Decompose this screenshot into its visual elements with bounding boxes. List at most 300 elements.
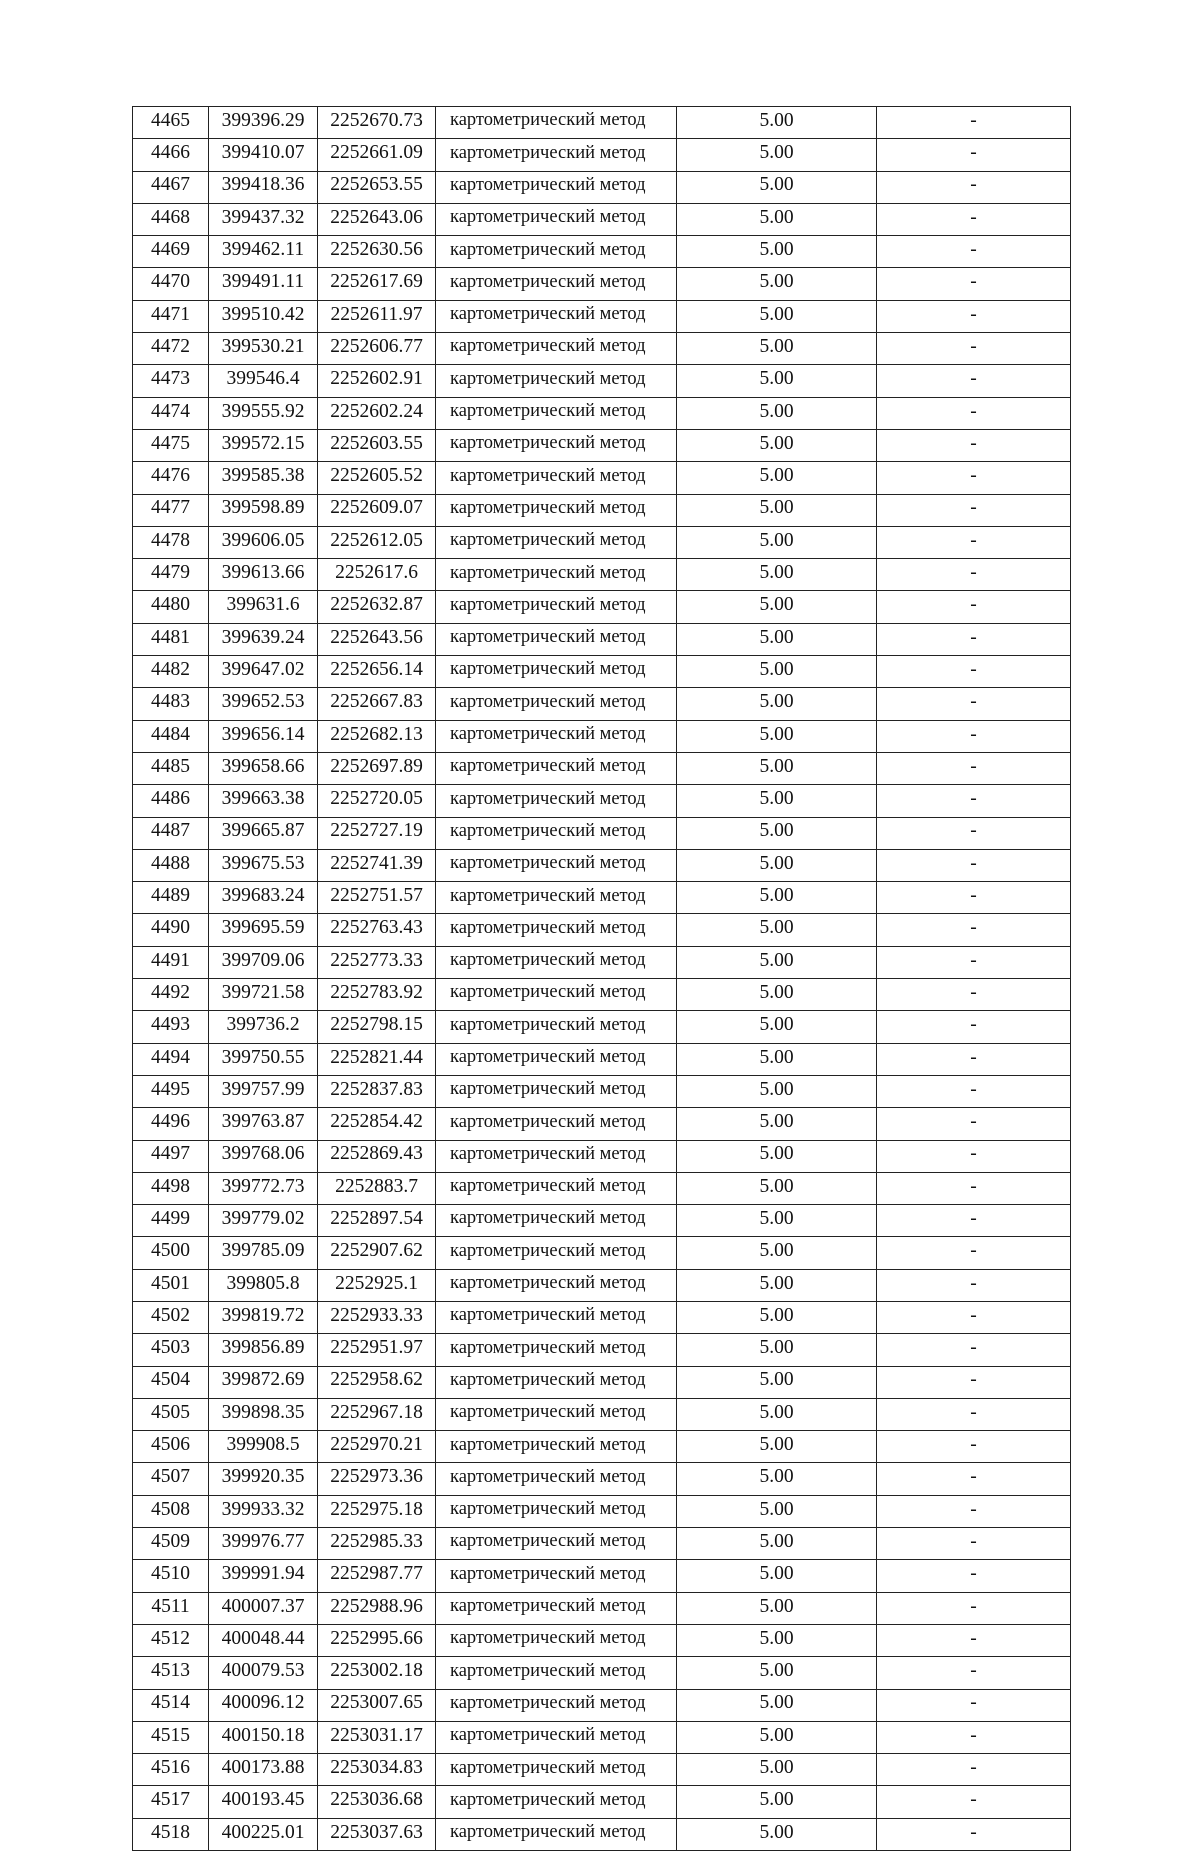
accuracy-cell: 5.00 bbox=[677, 559, 877, 591]
table-row bbox=[133, 559, 1071, 591]
method-cell: картометрический метод bbox=[436, 688, 677, 720]
point-number-cell: 4482 bbox=[133, 656, 209, 688]
method-cell: картометрический метод bbox=[436, 1366, 677, 1398]
note-cell: - bbox=[877, 1657, 1071, 1689]
method-cell: картометрический метод bbox=[436, 1108, 677, 1140]
accuracy-cell: 5.00 bbox=[677, 946, 877, 978]
table-row bbox=[133, 720, 1071, 752]
y-coordinate-cell: 2252727.19 bbox=[318, 817, 436, 849]
y-coordinate-cell: 2252667.83 bbox=[318, 688, 436, 720]
x-coordinate-cell: 399598.89 bbox=[209, 494, 318, 526]
x-coordinate-cell: 399675.53 bbox=[209, 849, 318, 881]
y-coordinate-cell: 2252995.66 bbox=[318, 1624, 436, 1656]
x-coordinate-cell: 399768.06 bbox=[209, 1140, 318, 1172]
accuracy-cell: 5.00 bbox=[677, 365, 877, 397]
note-cell: - bbox=[877, 752, 1071, 784]
method-cell: картометрический метод bbox=[436, 1398, 677, 1430]
point-number-cell: 4469 bbox=[133, 236, 209, 268]
table-row bbox=[133, 1624, 1071, 1656]
accuracy-cell: 5.00 bbox=[677, 300, 877, 332]
accuracy-cell: 5.00 bbox=[677, 1721, 877, 1753]
table-row bbox=[133, 300, 1071, 332]
accuracy-cell: 5.00 bbox=[677, 236, 877, 268]
method-cell: картометрический метод bbox=[436, 236, 677, 268]
point-number-cell: 4510 bbox=[133, 1560, 209, 1592]
method-cell: картометрический метод bbox=[436, 494, 677, 526]
note-cell: - bbox=[877, 1495, 1071, 1527]
table-row bbox=[133, 1334, 1071, 1366]
note-cell: - bbox=[877, 1721, 1071, 1753]
y-coordinate-cell: 2252741.39 bbox=[318, 849, 436, 881]
point-number-cell: 4472 bbox=[133, 333, 209, 365]
y-coordinate-cell: 2252951.97 bbox=[318, 1334, 436, 1366]
accuracy-cell: 5.00 bbox=[677, 1657, 877, 1689]
x-coordinate-cell: 399652.53 bbox=[209, 688, 318, 720]
accuracy-cell: 5.00 bbox=[677, 720, 877, 752]
point-number-cell: 4503 bbox=[133, 1334, 209, 1366]
table-row bbox=[133, 397, 1071, 429]
method-cell: картометрический метод bbox=[436, 1011, 677, 1043]
note-cell: - bbox=[877, 656, 1071, 688]
table-row bbox=[133, 1269, 1071, 1301]
accuracy-cell: 5.00 bbox=[677, 1301, 877, 1333]
y-coordinate-cell: 2252763.43 bbox=[318, 914, 436, 946]
note-cell: - bbox=[877, 1528, 1071, 1560]
table-row bbox=[133, 1075, 1071, 1107]
y-coordinate-cell: 2252602.24 bbox=[318, 397, 436, 429]
point-number-cell: 4517 bbox=[133, 1786, 209, 1818]
point-number-cell: 4467 bbox=[133, 171, 209, 203]
method-cell: картометрический метод bbox=[436, 1334, 677, 1366]
accuracy-cell: 5.00 bbox=[677, 591, 877, 623]
table-row bbox=[133, 882, 1071, 914]
point-number-cell: 4513 bbox=[133, 1657, 209, 1689]
method-cell: картометрический метод bbox=[436, 1560, 677, 1592]
point-number-cell: 4470 bbox=[133, 268, 209, 300]
point-number-cell: 4499 bbox=[133, 1205, 209, 1237]
point-number-cell: 4498 bbox=[133, 1172, 209, 1204]
accuracy-cell: 5.00 bbox=[677, 1043, 877, 1075]
y-coordinate-cell: 2252617.69 bbox=[318, 268, 436, 300]
method-cell: картометрический метод bbox=[436, 139, 677, 171]
point-number-cell: 4466 bbox=[133, 139, 209, 171]
note-cell: - bbox=[877, 1560, 1071, 1592]
point-number-cell: 4471 bbox=[133, 300, 209, 332]
accuracy-cell: 5.00 bbox=[677, 1398, 877, 1430]
point-number-cell: 4487 bbox=[133, 817, 209, 849]
table-row bbox=[133, 785, 1071, 817]
method-cell: картометрический метод bbox=[436, 1786, 677, 1818]
note-cell: - bbox=[877, 1818, 1071, 1850]
table-row bbox=[133, 914, 1071, 946]
x-coordinate-cell: 399462.11 bbox=[209, 236, 318, 268]
point-number-cell: 4496 bbox=[133, 1108, 209, 1140]
point-number-cell: 4479 bbox=[133, 559, 209, 591]
note-cell: - bbox=[877, 559, 1071, 591]
y-coordinate-cell: 2252630.56 bbox=[318, 236, 436, 268]
x-coordinate-cell: 399920.35 bbox=[209, 1463, 318, 1495]
accuracy-cell: 5.00 bbox=[677, 1431, 877, 1463]
point-number-cell: 4506 bbox=[133, 1431, 209, 1463]
accuracy-cell: 5.00 bbox=[677, 139, 877, 171]
x-coordinate-cell: 399418.36 bbox=[209, 171, 318, 203]
y-coordinate-cell: 2252643.56 bbox=[318, 623, 436, 655]
x-coordinate-cell: 399437.32 bbox=[209, 203, 318, 235]
y-coordinate-cell: 2253031.17 bbox=[318, 1721, 436, 1753]
x-coordinate-cell: 399819.72 bbox=[209, 1301, 318, 1333]
point-number-cell: 4505 bbox=[133, 1398, 209, 1430]
note-cell: - bbox=[877, 107, 1071, 139]
point-number-cell: 4507 bbox=[133, 1463, 209, 1495]
y-coordinate-cell: 2253007.65 bbox=[318, 1689, 436, 1721]
note-cell: - bbox=[877, 1366, 1071, 1398]
accuracy-cell: 5.00 bbox=[677, 1560, 877, 1592]
y-coordinate-cell: 2252603.55 bbox=[318, 429, 436, 461]
note-cell: - bbox=[877, 462, 1071, 494]
point-number-cell: 4492 bbox=[133, 979, 209, 1011]
accuracy-cell: 5.00 bbox=[677, 1624, 877, 1656]
note-cell: - bbox=[877, 1269, 1071, 1301]
table-row bbox=[133, 365, 1071, 397]
x-coordinate-cell: 399709.06 bbox=[209, 946, 318, 978]
note-cell: - bbox=[877, 1011, 1071, 1043]
x-coordinate-cell: 399546.4 bbox=[209, 365, 318, 397]
method-cell: картометрический метод bbox=[436, 946, 677, 978]
table-row bbox=[133, 1528, 1071, 1560]
method-cell: картометрический метод bbox=[436, 1301, 677, 1333]
x-coordinate-cell: 399976.77 bbox=[209, 1528, 318, 1560]
method-cell: картометрический метод bbox=[436, 914, 677, 946]
note-cell: - bbox=[877, 1463, 1071, 1495]
method-cell: картометрический метод bbox=[436, 107, 677, 139]
table-row bbox=[133, 1495, 1071, 1527]
note-cell: - bbox=[877, 1043, 1071, 1075]
y-coordinate-cell: 2252985.33 bbox=[318, 1528, 436, 1560]
table-row bbox=[133, 236, 1071, 268]
accuracy-cell: 5.00 bbox=[677, 1592, 877, 1624]
accuracy-cell: 5.00 bbox=[677, 1205, 877, 1237]
y-coordinate-cell: 2252837.83 bbox=[318, 1075, 436, 1107]
method-cell: картометрический метод bbox=[436, 1237, 677, 1269]
table-row bbox=[133, 1205, 1071, 1237]
point-number-cell: 4512 bbox=[133, 1624, 209, 1656]
y-coordinate-cell: 2252682.13 bbox=[318, 720, 436, 752]
y-coordinate-cell: 2252643.06 bbox=[318, 203, 436, 235]
method-cell: картометрический метод bbox=[436, 1624, 677, 1656]
method-cell: картометрический метод bbox=[436, 526, 677, 558]
table-row bbox=[133, 429, 1071, 461]
point-number-cell: 4481 bbox=[133, 623, 209, 655]
accuracy-cell: 5.00 bbox=[677, 203, 877, 235]
point-number-cell: 4474 bbox=[133, 397, 209, 429]
x-coordinate-cell: 399396.29 bbox=[209, 107, 318, 139]
y-coordinate-cell: 2252854.42 bbox=[318, 1108, 436, 1140]
note-cell: - bbox=[877, 429, 1071, 461]
note-cell: - bbox=[877, 1334, 1071, 1366]
table-row bbox=[133, 1786, 1071, 1818]
accuracy-cell: 5.00 bbox=[677, 1818, 877, 1850]
method-cell: картометрический метод bbox=[436, 1172, 677, 1204]
method-cell: картометрический метод bbox=[436, 979, 677, 1011]
table-row bbox=[133, 333, 1071, 365]
x-coordinate-cell: 399639.24 bbox=[209, 623, 318, 655]
x-coordinate-cell: 400048.44 bbox=[209, 1624, 318, 1656]
table-row bbox=[133, 1108, 1071, 1140]
table-row bbox=[133, 1172, 1071, 1204]
method-cell: картометрический метод bbox=[436, 1495, 677, 1527]
note-cell: - bbox=[877, 979, 1071, 1011]
accuracy-cell: 5.00 bbox=[677, 526, 877, 558]
x-coordinate-cell: 399410.07 bbox=[209, 139, 318, 171]
accuracy-cell: 5.00 bbox=[677, 979, 877, 1011]
accuracy-cell: 5.00 bbox=[677, 429, 877, 461]
x-coordinate-cell: 399856.89 bbox=[209, 1334, 318, 1366]
table-row bbox=[133, 656, 1071, 688]
table-row bbox=[133, 1301, 1071, 1333]
method-cell: картометрический метод bbox=[436, 203, 677, 235]
x-coordinate-cell: 399585.38 bbox=[209, 462, 318, 494]
method-cell: картометрический метод bbox=[436, 171, 677, 203]
point-number-cell: 4483 bbox=[133, 688, 209, 720]
accuracy-cell: 5.00 bbox=[677, 752, 877, 784]
point-number-cell: 4504 bbox=[133, 1366, 209, 1398]
point-number-cell: 4475 bbox=[133, 429, 209, 461]
accuracy-cell: 5.00 bbox=[677, 268, 877, 300]
x-coordinate-cell: 399665.87 bbox=[209, 817, 318, 849]
accuracy-cell: 5.00 bbox=[677, 1075, 877, 1107]
note-cell: - bbox=[877, 946, 1071, 978]
method-cell: картометрический метод bbox=[436, 1205, 677, 1237]
table-row bbox=[133, 268, 1071, 300]
y-coordinate-cell: 2252798.15 bbox=[318, 1011, 436, 1043]
note-cell: - bbox=[877, 236, 1071, 268]
table-row bbox=[133, 979, 1071, 1011]
point-number-cell: 4480 bbox=[133, 591, 209, 623]
method-cell: картометрический метод bbox=[436, 1463, 677, 1495]
note-cell: - bbox=[877, 397, 1071, 429]
note-cell: - bbox=[877, 494, 1071, 526]
y-coordinate-cell: 2252697.89 bbox=[318, 752, 436, 784]
y-coordinate-cell: 2253036.68 bbox=[318, 1786, 436, 1818]
note-cell: - bbox=[877, 526, 1071, 558]
point-number-cell: 4515 bbox=[133, 1721, 209, 1753]
table-row bbox=[133, 946, 1071, 978]
x-coordinate-cell: 399656.14 bbox=[209, 720, 318, 752]
y-coordinate-cell: 2252987.77 bbox=[318, 1560, 436, 1592]
accuracy-cell: 5.00 bbox=[677, 1269, 877, 1301]
method-cell: картометрический метод bbox=[436, 1528, 677, 1560]
x-coordinate-cell: 399772.73 bbox=[209, 1172, 318, 1204]
x-coordinate-cell: 399908.5 bbox=[209, 1431, 318, 1463]
method-cell: картометрический метод bbox=[436, 1657, 677, 1689]
note-cell: - bbox=[877, 203, 1071, 235]
note-cell: - bbox=[877, 1237, 1071, 1269]
table-row bbox=[133, 1140, 1071, 1172]
accuracy-cell: 5.00 bbox=[677, 1172, 877, 1204]
note-cell: - bbox=[877, 1398, 1071, 1430]
point-number-cell: 4478 bbox=[133, 526, 209, 558]
point-number-cell: 4516 bbox=[133, 1754, 209, 1786]
point-number-cell: 4493 bbox=[133, 1011, 209, 1043]
y-coordinate-cell: 2252975.18 bbox=[318, 1495, 436, 1527]
point-number-cell: 4497 bbox=[133, 1140, 209, 1172]
point-number-cell: 4491 bbox=[133, 946, 209, 978]
accuracy-cell: 5.00 bbox=[677, 849, 877, 881]
note-cell: - bbox=[877, 1205, 1071, 1237]
table-row bbox=[133, 1657, 1071, 1689]
point-number-cell: 4500 bbox=[133, 1237, 209, 1269]
accuracy-cell: 5.00 bbox=[677, 817, 877, 849]
y-coordinate-cell: 2252970.21 bbox=[318, 1431, 436, 1463]
x-coordinate-cell: 399763.87 bbox=[209, 1108, 318, 1140]
accuracy-cell: 5.00 bbox=[677, 1495, 877, 1527]
y-coordinate-cell: 2252611.97 bbox=[318, 300, 436, 332]
note-cell: - bbox=[877, 688, 1071, 720]
accuracy-cell: 5.00 bbox=[677, 1237, 877, 1269]
point-number-cell: 4468 bbox=[133, 203, 209, 235]
point-number-cell: 4476 bbox=[133, 462, 209, 494]
y-coordinate-cell: 2252605.52 bbox=[318, 462, 436, 494]
accuracy-cell: 5.00 bbox=[677, 1011, 877, 1043]
y-coordinate-cell: 2252973.36 bbox=[318, 1463, 436, 1495]
method-cell: картометрический метод bbox=[436, 1140, 677, 1172]
x-coordinate-cell: 399933.32 bbox=[209, 1495, 318, 1527]
note-cell: - bbox=[877, 882, 1071, 914]
method-cell: картометрический метод bbox=[436, 1592, 677, 1624]
point-number-cell: 4511 bbox=[133, 1592, 209, 1624]
method-cell: картометрический метод bbox=[436, 720, 677, 752]
method-cell: картометрический метод bbox=[436, 1043, 677, 1075]
y-coordinate-cell: 2252933.33 bbox=[318, 1301, 436, 1333]
note-cell: - bbox=[877, 333, 1071, 365]
y-coordinate-cell: 2252751.57 bbox=[318, 882, 436, 914]
accuracy-cell: 5.00 bbox=[677, 1754, 877, 1786]
note-cell: - bbox=[877, 1301, 1071, 1333]
point-number-cell: 4486 bbox=[133, 785, 209, 817]
note-cell: - bbox=[877, 171, 1071, 203]
table-row bbox=[133, 494, 1071, 526]
coordinates-table bbox=[132, 106, 1071, 1851]
x-coordinate-cell: 399750.55 bbox=[209, 1043, 318, 1075]
accuracy-cell: 5.00 bbox=[677, 333, 877, 365]
accuracy-cell: 5.00 bbox=[677, 1689, 877, 1721]
note-cell: - bbox=[877, 623, 1071, 655]
method-cell: картометрический метод bbox=[436, 1075, 677, 1107]
accuracy-cell: 5.00 bbox=[677, 656, 877, 688]
y-coordinate-cell: 2252958.62 bbox=[318, 1366, 436, 1398]
y-coordinate-cell: 2252821.44 bbox=[318, 1043, 436, 1075]
y-coordinate-cell: 2252869.43 bbox=[318, 1140, 436, 1172]
accuracy-cell: 5.00 bbox=[677, 494, 877, 526]
note-cell: - bbox=[877, 1172, 1071, 1204]
note-cell: - bbox=[877, 1431, 1071, 1463]
table-row bbox=[133, 203, 1071, 235]
method-cell: картометрический метод bbox=[436, 300, 677, 332]
method-cell: картометрический метод bbox=[436, 752, 677, 784]
x-coordinate-cell: 399572.15 bbox=[209, 429, 318, 461]
accuracy-cell: 5.00 bbox=[677, 1463, 877, 1495]
accuracy-cell: 5.00 bbox=[677, 1140, 877, 1172]
accuracy-cell: 5.00 bbox=[677, 1366, 877, 1398]
x-coordinate-cell: 399721.58 bbox=[209, 979, 318, 1011]
method-cell: картометрический метод bbox=[436, 1689, 677, 1721]
table-row bbox=[133, 849, 1071, 881]
x-coordinate-cell: 400079.53 bbox=[209, 1657, 318, 1689]
table-row bbox=[133, 462, 1071, 494]
x-coordinate-cell: 400225.01 bbox=[209, 1818, 318, 1850]
table-row bbox=[133, 752, 1071, 784]
x-coordinate-cell: 399606.05 bbox=[209, 526, 318, 558]
y-coordinate-cell: 2252661.09 bbox=[318, 139, 436, 171]
x-coordinate-cell: 400150.18 bbox=[209, 1721, 318, 1753]
note-cell: - bbox=[877, 1592, 1071, 1624]
note-cell: - bbox=[877, 785, 1071, 817]
method-cell: картометрический метод bbox=[436, 1754, 677, 1786]
y-coordinate-cell: 2252602.91 bbox=[318, 365, 436, 397]
method-cell: картометрический метод bbox=[436, 591, 677, 623]
table-row bbox=[133, 1721, 1071, 1753]
x-coordinate-cell: 399631.6 bbox=[209, 591, 318, 623]
y-coordinate-cell: 2252897.54 bbox=[318, 1205, 436, 1237]
y-coordinate-cell: 2253034.83 bbox=[318, 1754, 436, 1786]
x-coordinate-cell: 399736.2 bbox=[209, 1011, 318, 1043]
x-coordinate-cell: 399872.69 bbox=[209, 1366, 318, 1398]
table-row bbox=[133, 1043, 1071, 1075]
point-number-cell: 4489 bbox=[133, 882, 209, 914]
y-coordinate-cell: 2252656.14 bbox=[318, 656, 436, 688]
note-cell: - bbox=[877, 1624, 1071, 1656]
y-coordinate-cell: 2252617.6 bbox=[318, 559, 436, 591]
note-cell: - bbox=[877, 365, 1071, 397]
table-row bbox=[133, 1754, 1071, 1786]
x-coordinate-cell: 399683.24 bbox=[209, 882, 318, 914]
accuracy-cell: 5.00 bbox=[677, 171, 877, 203]
table-row bbox=[133, 139, 1071, 171]
x-coordinate-cell: 399779.02 bbox=[209, 1205, 318, 1237]
table-body bbox=[133, 107, 1071, 1851]
point-number-cell: 4501 bbox=[133, 1269, 209, 1301]
method-cell: картометрический метод bbox=[436, 429, 677, 461]
method-cell: картометрический метод bbox=[436, 268, 677, 300]
accuracy-cell: 5.00 bbox=[677, 882, 877, 914]
note-cell: - bbox=[877, 1108, 1071, 1140]
note-cell: - bbox=[877, 268, 1071, 300]
table-row bbox=[133, 817, 1071, 849]
y-coordinate-cell: 2252609.07 bbox=[318, 494, 436, 526]
point-number-cell: 4494 bbox=[133, 1043, 209, 1075]
table-row bbox=[133, 1592, 1071, 1624]
x-coordinate-cell: 399991.94 bbox=[209, 1560, 318, 1592]
note-cell: - bbox=[877, 1786, 1071, 1818]
note-cell: - bbox=[877, 300, 1071, 332]
table-row bbox=[133, 1818, 1071, 1850]
x-coordinate-cell: 400096.12 bbox=[209, 1689, 318, 1721]
y-coordinate-cell: 2252612.05 bbox=[318, 526, 436, 558]
x-coordinate-cell: 399530.21 bbox=[209, 333, 318, 365]
method-cell: картометрический метод bbox=[436, 1269, 677, 1301]
accuracy-cell: 5.00 bbox=[677, 623, 877, 655]
x-coordinate-cell: 399663.38 bbox=[209, 785, 318, 817]
y-coordinate-cell: 2252670.73 bbox=[318, 107, 436, 139]
x-coordinate-cell: 399658.66 bbox=[209, 752, 318, 784]
y-coordinate-cell: 2252606.77 bbox=[318, 333, 436, 365]
y-coordinate-cell: 2252883.7 bbox=[318, 1172, 436, 1204]
x-coordinate-cell: 399491.11 bbox=[209, 268, 318, 300]
x-coordinate-cell: 400007.37 bbox=[209, 1592, 318, 1624]
note-cell: - bbox=[877, 591, 1071, 623]
table-row bbox=[133, 1463, 1071, 1495]
accuracy-cell: 5.00 bbox=[677, 107, 877, 139]
